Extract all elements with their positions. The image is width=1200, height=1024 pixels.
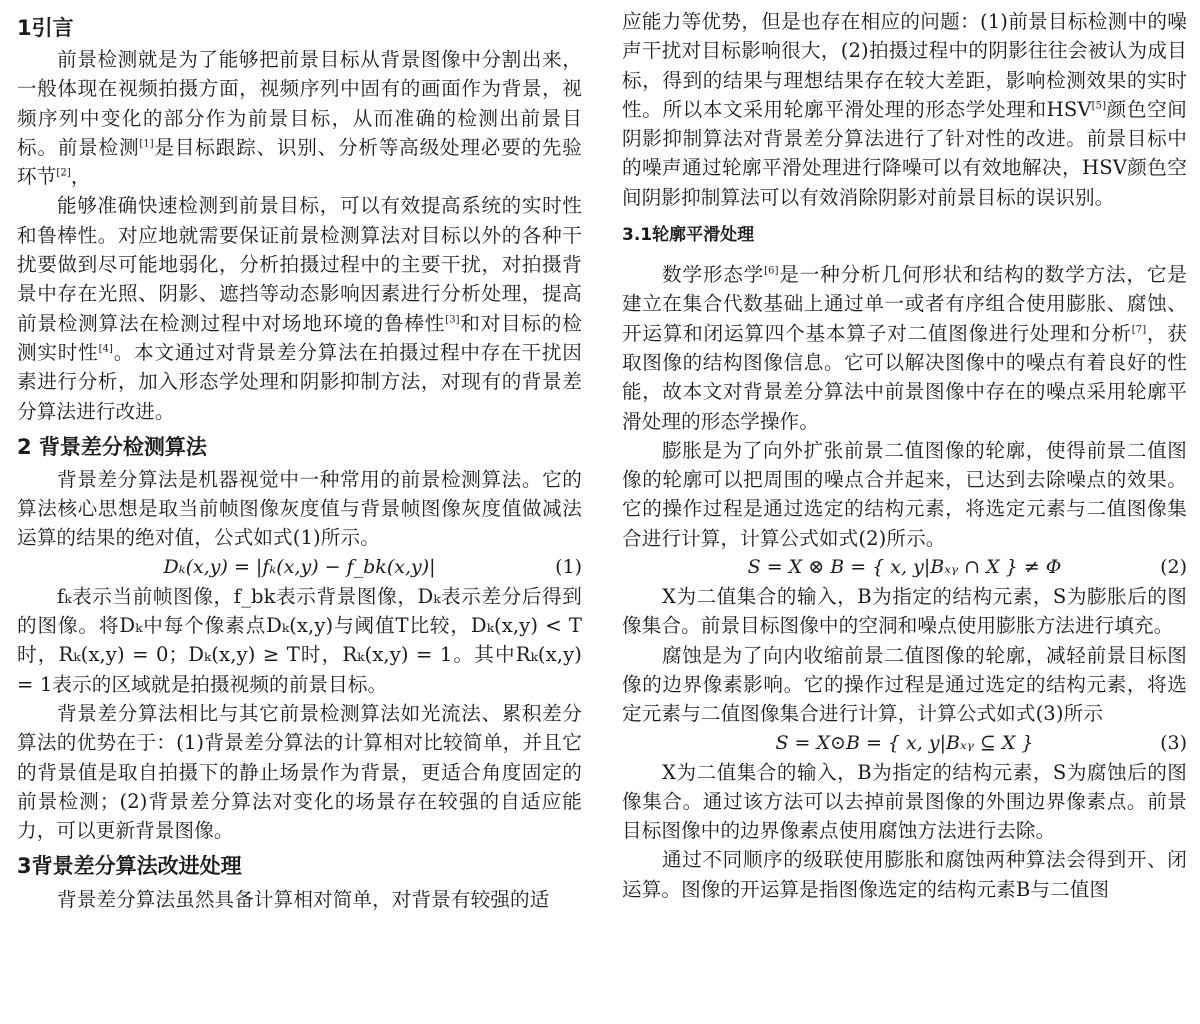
improve-paragraph-1: 背景差分算法虽然具备计算相对简单，对背景有较强的适 bbox=[57, 888, 550, 912]
subsection-heading-contour-smoothing: 3.1轮廓平滑处理 bbox=[622, 225, 755, 246]
opening-paragraph: 通过不同顺序的级联使用膨胀和腐蚀两种算法会得到开、闭运算。图像的开运算是指图像选定的结构元素B与二值图 bbox=[622, 848, 1187, 901]
intro-p1-text: 前景检测就是为了能够把前景目标从背景图像中分割出来，一般体现在视频拍摄方面，视频序列中固有的画面作为背景，视频序列中变化的部分作为前景目标，从而准确的检测出前景目标。前景检测 bbox=[17, 48, 582, 159]
intro-p1-text-c: ， bbox=[70, 165, 91, 189]
equation-1-body: Dₖ(x,y) = |fₖ(x,y) − f_bk(x,y)| bbox=[163, 555, 436, 578]
intro-p2-text-b: 和对目标的检测实时性 bbox=[17, 311, 582, 364]
cont-p1-text-b: 颜色空间阴影抑制算法对背景差分算法进行了针对性的改进。前景目标中的噪声通过轮廓平滑处理进行降噪可以有效地解决，HSV颜色空间阴影抑制算法可以有效消除阴影对前景目标的误识别。 bbox=[622, 97, 1187, 209]
intro-p1-text-b: 是目标跟踪、识别、分析等高级处理必要的先验环节 bbox=[17, 135, 582, 189]
intro-p2-text: 能够准确快速检测到前景目标，可以有效提高系统的实时性和鲁棒性。对应地就需要保证前景检测算法对目标以外的各种干扰要做到尽可能地弱化，分析拍摄过程中的主要干扰，对拍摄背景中存在光照、阴影、遮挡等动态影响因素进行分析处理，提高前景检测算法在检测过程中对场地环境的鲁棒性 bbox=[17, 194, 582, 335]
citation-6: [6] bbox=[764, 265, 779, 277]
dilation-paragraph-2: X为二值集合的输入，B为指定的结构元素，S为膨胀后的图像集合。前景目标图像中的空洞和噪点使用膨胀方法进行填充。 bbox=[622, 585, 1187, 638]
intro-paragraph-1 bbox=[17, 45, 582, 191]
equation-2-number: (2) bbox=[1160, 556, 1187, 579]
morphology-paragraph bbox=[622, 260, 1187, 436]
equation-3 bbox=[622, 729, 1187, 758]
bgsub-paragraph-2: fₖ表示当前帧图像，f_bk表示背景图像，Dₖ表示差分后得到的图像。将Dₖ中每个像素点Dₖ(x,y)与阈值T比较，Dₖ(x,y) < T时，Rₖ(x,y) = 0；Dₖ(x,y) ≥ T时，Rₖ(x,y) = 1。其中Rₖ(x,y) = 1表示的区域就是拍摄视频的前景目标。 bbox=[17, 584, 582, 696]
citation-7: [7] bbox=[1131, 324, 1147, 336]
bgsub-paragraph-3: 背景差分算法相比与其它前景检测算法如光流法、累积差分算法的优势在于：(1)背景差分算法的计算相对比较简单，并且它的背景值是取自拍摄下的静止场景作为背景，更适合角度固定的前景检测；(2)背景差分算法对变化的场景存在较强的自适应能力，可以更新背景图像。 bbox=[17, 701, 582, 843]
section-heading-background-subtraction: 2 背景差分检测算法 bbox=[17, 434, 207, 459]
equation-2-body: S = X ⊗ B = { x, y|Bₓᵧ ∩ X } ≠ Φ bbox=[747, 556, 1062, 579]
equation-3-number: (3) bbox=[1160, 731, 1187, 754]
citation-5: [5] bbox=[1091, 100, 1107, 112]
equation-1-number: (1) bbox=[555, 555, 582, 578]
citation-2: [2] bbox=[56, 167, 71, 179]
intro-p2-text-c: 。本文通过对背景差分算法在拍摄过程中存在干扰因素进行分析，加入形态学处理和阴影抑制方法，对现有的背景差分算法进行改进。 bbox=[17, 340, 582, 423]
morph-p1-text-b: 是一种分析几何形状和结构的数学方法，它是建立在集合代数基础上通过单一或者有序组合使用膨胀、腐蚀、开运算和闭运算四个基本算子对二值图像进行处理和分析 bbox=[622, 263, 1188, 345]
section-heading-introduction: 1引言 bbox=[17, 16, 74, 40]
cont-p1-text: 应能力等优势，但是也存在相应的问题：(1)前景目标检测中的噪声干扰对目标影响很大，(2)拍摄过程中的阴影往往会被认为成目标，得到的结果与理想结果存在较大差距，影响检测效果的实时性。所以本文采用轮廓平滑处理的形态学处理和HSV bbox=[622, 10, 1187, 121]
left-column bbox=[17, 0, 582, 915]
citation-3: [3] bbox=[445, 314, 460, 326]
equation-1 bbox=[17, 553, 582, 582]
equation-3-body: S = X⊙B = { x, y|Bₓᵧ ⊆ X } bbox=[775, 731, 1034, 754]
section-heading-improvement: 3背景差分算法改进处理 bbox=[17, 854, 242, 879]
citation-1: [1] bbox=[139, 138, 154, 150]
right-column bbox=[622, 0, 1187, 904]
continued-paragraph bbox=[622, 7, 1187, 212]
erosion-paragraph-2: X为二值集合的输入，B为指定的结构元素，S为腐蚀后的图像集合。通过该方法可以去掉前景图像的外围边界像素点。前景目标图像中的边界像素点使用腐蚀方法进行去除。 bbox=[622, 760, 1187, 843]
morph-p1-text: 数学形态学 bbox=[662, 263, 765, 287]
intro-paragraph-2 bbox=[17, 191, 582, 425]
citation-4: [4] bbox=[98, 343, 114, 355]
erosion-paragraph-1: 腐蚀是为了向内收缩前景二值图像的轮廓，减轻前景目标图像的边界像素影响。它的操作过程是通过选定的结构元素，将选定元素与二值图像集合进行计算，计算公式如式(3)所示 bbox=[622, 643, 1187, 726]
morph-p1-text-c: ，获取图像的结构图像信息。它可以解决图像中的噪点有着良好的性能，故本文对背景差分算法中前景图像中存在的噪点采用轮廓平滑处理的形态学操作。 bbox=[622, 321, 1187, 433]
bgsub-paragraph-1: 背景差分算法是机器视觉中一种常用的前景检测算法。它的算法核心思想是取当前帧图像灰度值与背景帧图像灰度值做减法运算的结果的绝对值，公式如式(1)所示。 bbox=[17, 467, 582, 550]
dilation-paragraph-1: 膨胀是为了向外扩张前景二值图像的轮廓，使得前景二值图像的轮廓可以把周围的噪点合并起来，已达到去除噪点的效果。它的操作过程是通过选定的结构元素，将选定元素与二值图像集合进行计算，计算公式如式(2)所示。 bbox=[622, 438, 1187, 550]
equation-2 bbox=[622, 553, 1187, 582]
